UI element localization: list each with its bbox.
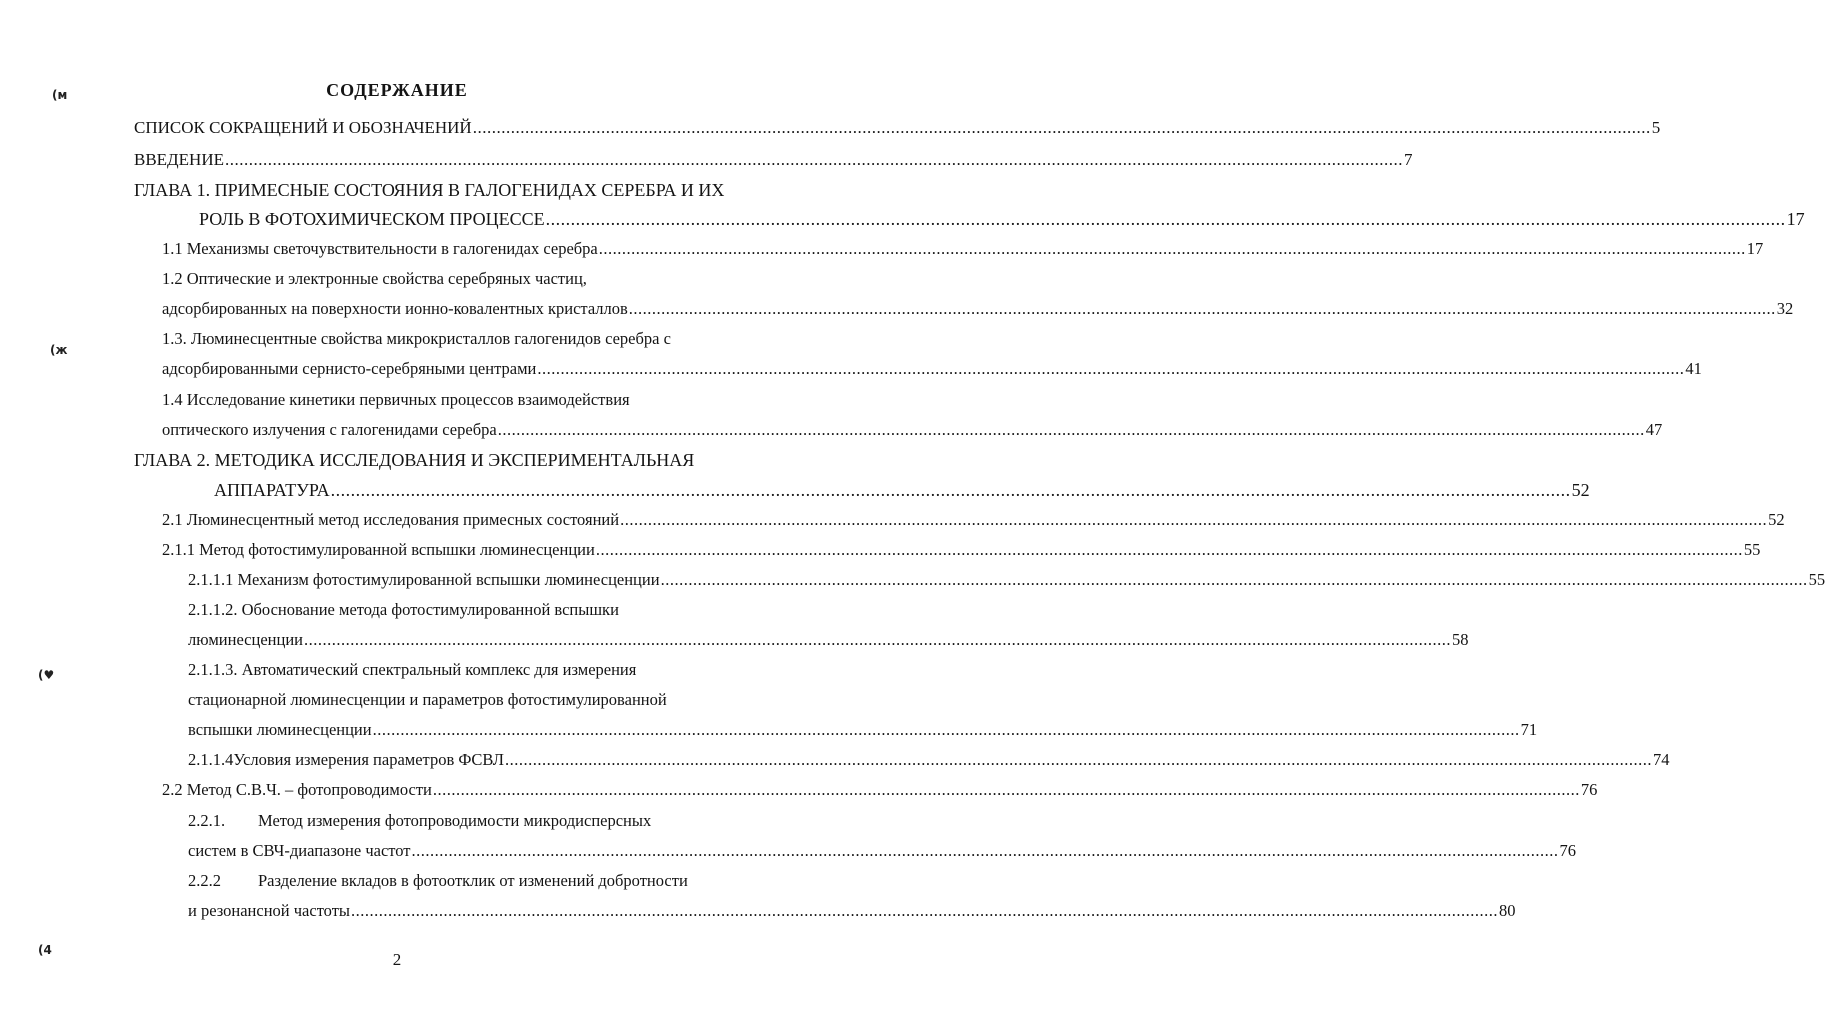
- toc-entry-text: адсорбированными сернисто-серебряными центрами: [162, 359, 537, 378]
- toc-entry-text: 2.1.1 Метод фотостимулированной вспышки люминесценции: [162, 540, 595, 559]
- toc-section-number: 2.2.2: [188, 871, 221, 890]
- dot-leader: [599, 239, 1746, 259]
- toc-page-number: 76: [1559, 841, 1577, 860]
- toc-entry-1-2-line2: [162, 299, 1794, 325]
- toc-entry-text: СПИСОК СОКРАЩЕНИЙ И ОБОЗНАЧЕНИЙ: [134, 118, 472, 137]
- toc-entry-2-2-2-line2: [188, 901, 1516, 927]
- toc-page-number: 71: [1520, 720, 1538, 739]
- toc-entry-1-4-line2: [162, 420, 1663, 446]
- toc-entry-1-3-line1: [162, 329, 738, 355]
- toc-entry-text: Условия измерения параметров ФСВЛ: [233, 750, 504, 769]
- dot-leader: [537, 359, 1684, 379]
- dot-leader: [661, 570, 1808, 590]
- toc-entry-text: 2.1.1.2. Обоснование метода фотостимулированной вспышки: [188, 600, 619, 619]
- dot-leader: [331, 480, 1571, 501]
- toc-entry-2-2-2-line1: [188, 871, 748, 897]
- dot-leader: [412, 841, 1559, 861]
- toc-entry-text: и резонансной частоты: [188, 901, 351, 920]
- toc-entry-2-1-1-1: [188, 570, 1825, 596]
- toc-chapter-2-line1: [134, 450, 754, 476]
- page-number: 2: [392, 950, 402, 969]
- toc-entry-text: 1.4 Исследование кинетики первичных процессов взаимодействия: [162, 390, 630, 409]
- toc-entry-text: Метод измерения фотопроводимости микродисперсных: [258, 811, 652, 830]
- dot-leader: [505, 750, 1652, 770]
- toc-page-number: 47: [1645, 420, 1663, 439]
- toc-entry-2-2: [162, 780, 1598, 806]
- toc-entry-text: ВВЕДЕНИЕ: [134, 150, 224, 169]
- toc-entry-abbreviations: [134, 118, 1661, 144]
- toc-entry-text: РОЛЬ В ФОТОХИМИЧЕСКОМ ПРОЦЕССЕ: [199, 209, 545, 229]
- toc-chapter-2-line2: [214, 480, 1590, 506]
- toc-page-number: 52: [1571, 480, 1590, 500]
- dot-leader: [596, 540, 1743, 560]
- toc-entry-text: 1.2 Оптические и электронные свойства серебряных частиц,: [162, 269, 587, 288]
- toc-entry-2-1-1-3-line2: [188, 690, 738, 716]
- dot-leader: [373, 720, 1520, 740]
- page-title: СОДЕРЖАНИЕ: [326, 80, 468, 100]
- dot-leader: [629, 299, 1776, 319]
- toc-page-number: 55: [1743, 540, 1761, 559]
- toc-entry-2-1-1-3-line1: [188, 660, 738, 686]
- toc-entry-text: ГЛАВА 1. ПРИМЕСНЫЕ СОСТОЯНИЯ В ГАЛОГЕНИДАХ СЕРЕБРА И ИХ: [134, 180, 725, 200]
- toc-entry-1-2-line1: [162, 269, 738, 295]
- toc-entry-1-1: [162, 239, 1764, 265]
- toc-entry-text: ГЛАВА 2. МЕТОДИКА ИССЛЕДОВАНИЯ И ЭКСПЕРИМЕНТАЛЬНАЯ: [134, 450, 695, 470]
- dot-leader: [498, 420, 1645, 440]
- toc-entry-text: Разделение вкладов в фотоотклик от изменений добротности: [258, 871, 688, 890]
- dot-leader: [433, 780, 1580, 800]
- toc-entry-text: вспышки люминесценции: [188, 720, 372, 739]
- binder-mark: (ж: [50, 343, 68, 357]
- toc-entry-text: 2.1 Люминесцентный метод исследования примесных состояний: [162, 510, 620, 529]
- toc-entry-text: АППАРАТУРА: [214, 480, 330, 500]
- binder-mark: (4: [38, 943, 52, 957]
- toc-entry-2-1-1: [162, 540, 1761, 566]
- dot-leader: [304, 630, 1451, 650]
- toc-entry-2-1-1-3-line3: [188, 720, 1538, 746]
- dot-leader: [546, 209, 1786, 230]
- toc-entry-text: 2.1.1.1 Механизм фотостимулированной вспышки люминесценции: [188, 570, 660, 589]
- binder-mark: (♥: [38, 668, 55, 682]
- toc-page-number: 17: [1786, 209, 1805, 229]
- toc-page-number: 52: [1768, 510, 1785, 529]
- toc-entry-2-1-1-2-line2: [188, 630, 1469, 656]
- toc-entry-2-1: [162, 510, 1785, 536]
- toc-section-number: 2.1.1.4: [188, 750, 234, 769]
- toc-entry-text: 2.2 Метод С.В.Ч. – фотопроводимости: [162, 780, 432, 799]
- binder-mark: (м: [52, 88, 68, 102]
- toc-page-number: 74: [1652, 750, 1670, 769]
- toc-page-number: 32: [1776, 299, 1794, 318]
- toc-section-number: 2.2.1.: [188, 811, 226, 830]
- toc-entry-introduction: [134, 150, 1413, 176]
- toc-page-number: 5: [1651, 118, 1661, 137]
- toc-entry-text: оптического излучения с галогенидами серебра: [162, 420, 497, 439]
- toc-entry-text: люминесценции: [188, 630, 303, 649]
- dot-leader: [620, 510, 1767, 530]
- toc-entry-2-2-1-line2: [188, 841, 1577, 867]
- toc-entry-1-4-line1: [162, 390, 738, 416]
- toc-chapter-1-line1: [134, 180, 754, 206]
- toc-page-number: 17: [1746, 239, 1764, 258]
- toc-entry-text: систем в СВЧ-диапазоне частот: [188, 841, 411, 860]
- dot-leader: [351, 901, 1498, 921]
- toc-page-number: 76: [1580, 780, 1598, 799]
- toc-entry-2-1-1-4: [188, 750, 1670, 776]
- toc-page-number: 41: [1685, 359, 1702, 378]
- dot-leader: [473, 118, 1651, 138]
- toc-page-number: 80: [1499, 901, 1516, 920]
- dot-leader: [225, 150, 1403, 170]
- toc-entry-2-2-1-line1: [188, 811, 738, 837]
- toc-page-number: 55: [1808, 570, 1825, 589]
- toc-entry-text: 1.1 Механизмы светочувствительности в галогенидах серебра: [162, 239, 598, 258]
- toc-page-number: 7: [1403, 150, 1413, 169]
- toc-chapter-1-line2: [199, 209, 1805, 235]
- toc-entry-text: стационарной люминесценции и параметров фотостимулированной: [188, 690, 667, 709]
- toc-page-number: 58: [1451, 630, 1469, 649]
- toc-entry-1-3-line2: [162, 359, 1702, 385]
- toc-entry-text: 2.1.1.3. Автоматический спектральный комплекс для измерения: [188, 660, 637, 679]
- toc-entry-text: 1.3. Люминесцентные свойства микрокристаллов галогенидов серебра с: [162, 329, 671, 348]
- toc-entry-text: адсорбированных на поверхности ионно-ковалентных кристаллов: [162, 299, 628, 318]
- toc-entry-2-1-1-2-line1: [188, 600, 738, 626]
